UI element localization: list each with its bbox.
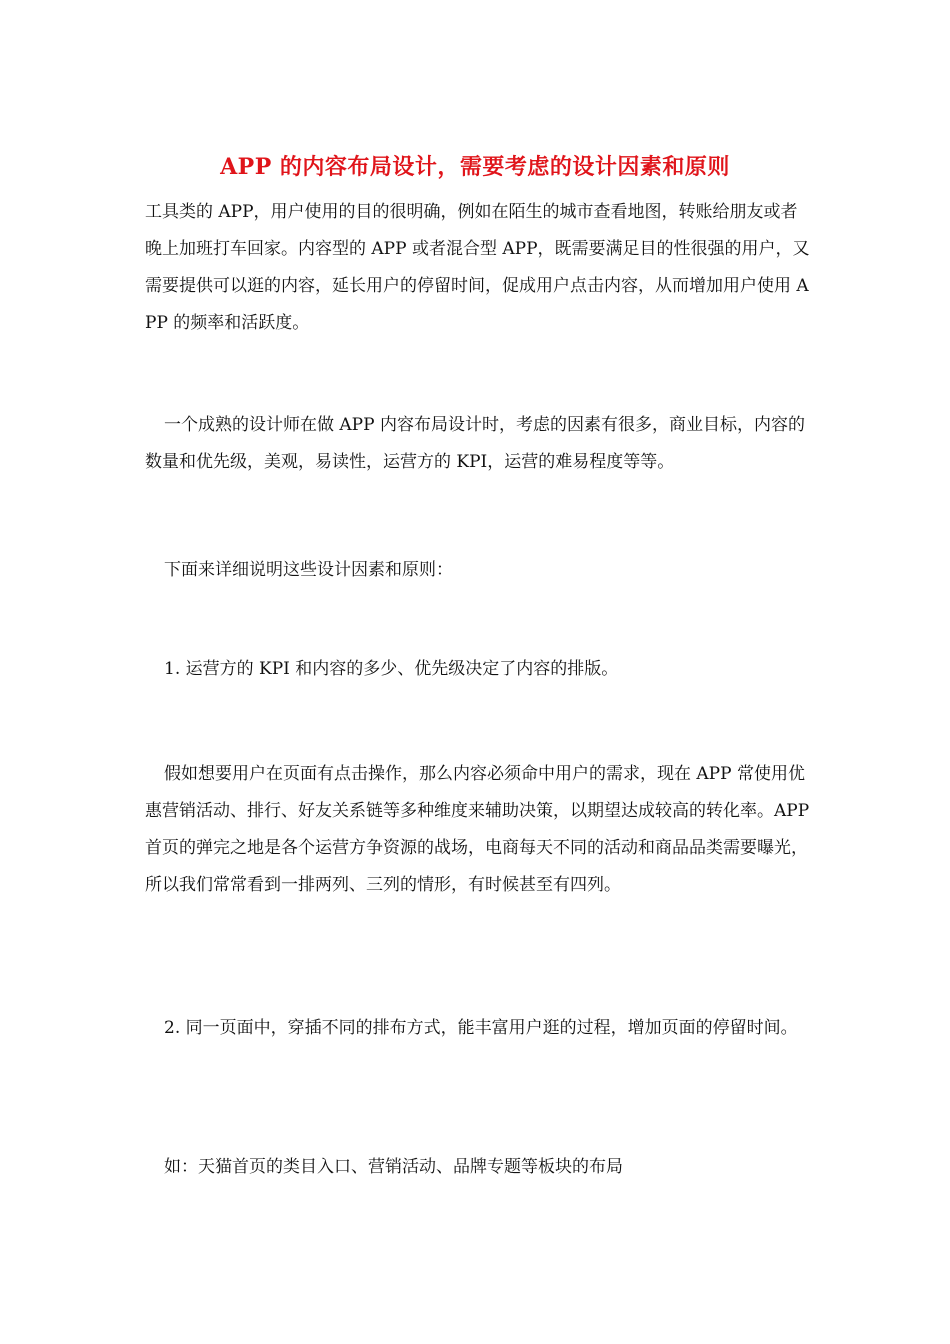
document-title: APP 的内容布局设计，需要考虑的设计因素和原则 xyxy=(220,154,730,180)
paragraph-example: 如：天猫首页的类目入口、营销活动、品牌专题等板块的布局 xyxy=(164,1157,623,1177)
paragraph-intro: 工具类的 APP，用户使用的目的很明确，例如在陌生的城市查看地图，转账给朋友或者晚上加班打车回家。内容型的 APP 或者混合型 APP，既需要满足目的性很强的用户，又需要提供可以逛的内容，延长用户的停留时间，促成用户点击内容，从而增加用户使用 APP 的频率和活跃度。 xyxy=(145,202,810,333)
paragraph-designer-factors: 一个成熟的设计师在做 APP 内容布局设计时，考虑的因素有很多，商业目标，内容的数量和优先级，美观，易读性，运营方的 KPI，运营的难易程度等等。 xyxy=(145,415,805,472)
paragraph-lead-in: 下面来详细说明这些设计因素和原则： xyxy=(164,560,453,580)
paragraph-point-1-detail: 假如想要用户在页面有点击操作，那么内容必须命中用户的需求，现在 APP 常使用优惠营销活动、排行、好友关系链等多种维度来辅助决策，以期望达成较高的转化率。APP 首页的弹完之地是各个运营方争资源的战场，电商每天不同的活动和商品品类需要曝光，所以我们常常看到一排两列、三列的情形，有时候甚至有四列。 xyxy=(145,764,810,895)
paragraph-point-2: 2. 同一页面中，穿插不同的排布方式，能丰富用户逛的过程，增加页面的停留时间。 xyxy=(164,1018,798,1038)
paragraph-point-1: 1. 运营方的 KPI 和内容的多少、优先级决定了内容的排版。 xyxy=(164,659,619,679)
